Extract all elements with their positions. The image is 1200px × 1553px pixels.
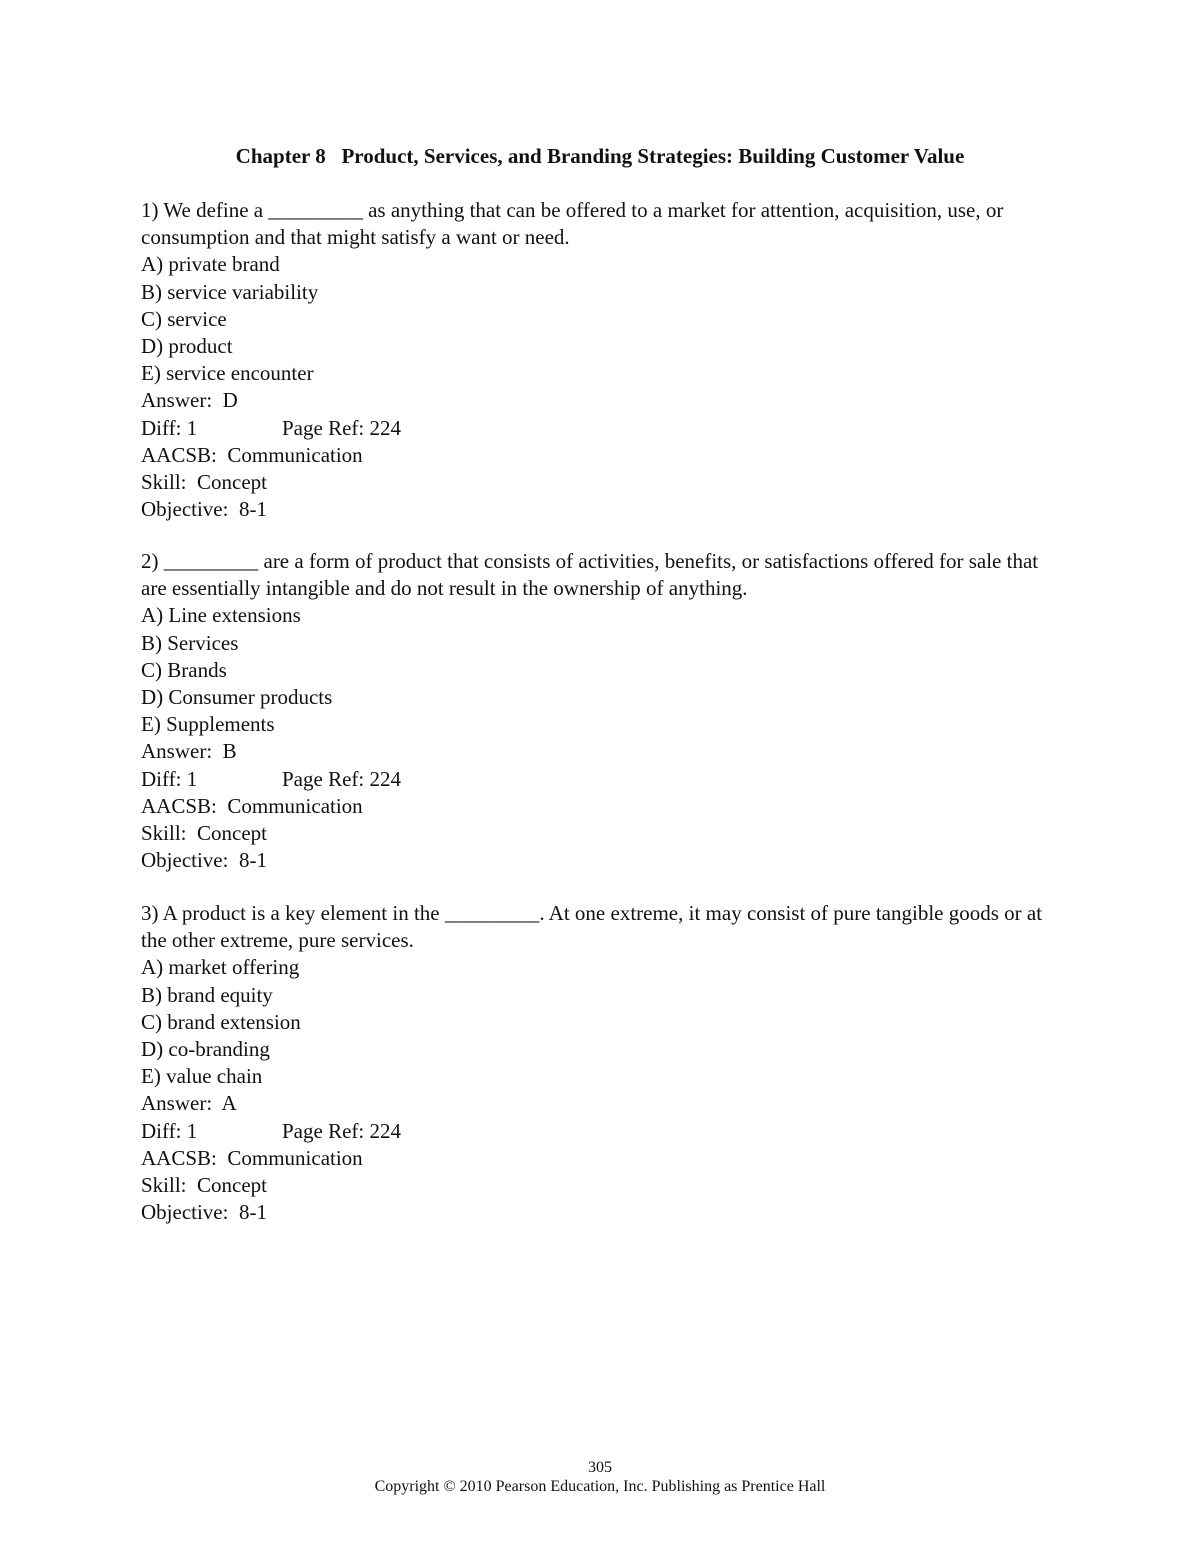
option-b: B) Services [141, 630, 239, 655]
answer: Answer: A [141, 1091, 237, 1116]
objective: Objective: 8-1 [141, 848, 267, 873]
option-d: D) product [141, 334, 233, 359]
skill: Skill: Concept [141, 1173, 267, 1198]
option-a: A) market offering [141, 955, 300, 980]
option-d: D) co-branding [141, 1037, 270, 1062]
option-d: D) Consumer products [141, 685, 333, 710]
objective: Objective: 8-1 [141, 1200, 267, 1225]
page-number: 305 [588, 1459, 612, 1476]
question-stem: 3) A product is a key element in the _________. At one extreme, it may consist of pure tangible goods or at the other extreme, pure services. [141, 901, 1043, 953]
diff-row [141, 415, 1061, 442]
page-ref: Page Ref: 224 [282, 1118, 401, 1143]
diff-row [141, 766, 1061, 793]
option-e: E) value chain [141, 1064, 263, 1089]
option-a: A) Line extensions [141, 603, 301, 628]
copyright-notice: Copyright © 2010 Pearson Education, Inc. Publishing as Prentice Hall [374, 1478, 826, 1495]
option-c: C) Brands [141, 657, 227, 682]
answer: Answer: B [141, 739, 237, 764]
aacsb: AACSB: Communication [141, 442, 363, 467]
difficulty: Diff: 1 [141, 766, 198, 791]
difficulty: Diff: 1 [141, 415, 198, 440]
question-stem: 1) We define a _________ as anything that can be offered to a market for attention, acquisition, use, or consumption and that might satisfy a want or need. [141, 198, 1004, 250]
question-stem: 2) _________ are a form of product that consists of activities, benefits, or satisfactions offered for sale that are essentially intangible and do not result in the ownership of anything. [141, 549, 1039, 601]
question-2 [141, 548, 1061, 874]
question-1 [141, 197, 1061, 523]
aacsb: AACSB: Communication [141, 793, 363, 818]
skill: Skill: Concept [141, 470, 267, 495]
option-b: B) brand equity [141, 982, 273, 1007]
aacsb: AACSB: Communication [141, 1145, 363, 1170]
difficulty: Diff: 1 [141, 1118, 198, 1143]
option-b: B) service variability [141, 279, 319, 304]
objective: Objective: 8-1 [141, 497, 267, 522]
page-ref: Page Ref: 224 [282, 415, 401, 440]
skill: Skill: Concept [141, 821, 267, 846]
question-3 [141, 900, 1061, 1226]
answer: Answer: D [141, 388, 238, 413]
option-a: A) private brand [141, 252, 280, 277]
diff-row [141, 1118, 1061, 1145]
option-e: E) Supplements [141, 712, 275, 737]
page-ref: Page Ref: 224 [282, 766, 401, 791]
option-c: C) service [141, 306, 227, 331]
option-c: C) brand extension [141, 1009, 301, 1034]
chapter-title: Chapter 8 Product, Services, and Branding Strategies: Building Customer Value [235, 144, 965, 168]
option-e: E) service encounter [141, 361, 314, 386]
